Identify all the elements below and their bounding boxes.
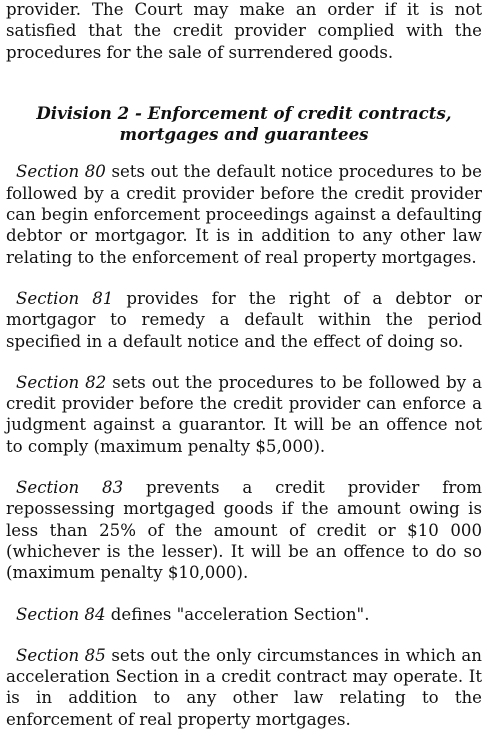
section-82-paragraph — [6, 372, 482, 457]
section-83-paragraph — [6, 477, 482, 583]
section-84-paragraph — [6, 604, 482, 625]
section-85-text: sets out the only circumstances in which an acceleration Section in a credit contract may operate. It is in addition to any other law relating to the enforcement of real property mortgages. — [6, 645, 482, 729]
section-81-text: provides for the right of a debtor or mortgagor to remedy a default within the period specified in a default notice and the effect of doing so. — [6, 288, 482, 351]
intro-paragraph: provider. The Court may make an order if it is not satisfied that the credit provider complied with the procedures for the sale of surrendered goods. — [6, 0, 482, 62]
section-84-text: defines "acceleration Section". — [105, 604, 370, 624]
division-heading-line2: mortgages and guarantees — [119, 124, 369, 145]
section-82-text: sets out the procedures to be followed by a credit provider before the credit provider can enforce a judgment against a guarantor. It will be an offence not to comply (maximum penalty $5,000). — [6, 372, 482, 456]
section-80-text: sets out the default notice procedures to be followed by a credit provider before the credit provider can begin enforcement proceedings against a defaulting debtor or mortgagor. It is in addition to any other law relating to the enforcement of real property mortgages. — [6, 162, 482, 267]
section-82-ref: Section 82 — [16, 372, 107, 392]
division-heading — [6, 103, 482, 146]
section-85-paragraph — [6, 645, 482, 730]
division-heading-line1: Division 2 - Enforcement of credit contracts, — [36, 102, 452, 123]
section-83-text: prevents a credit provider from repossessing mortgaged goods if the amount owing is less than 25% of the amount of credit or $10 000 (whichever is the lesser). It will be an offence to do so (maximum penalty $10,000). — [6, 478, 482, 583]
section-84-ref: Section 84 — [16, 604, 106, 624]
section-81-paragraph — [6, 288, 482, 352]
section-85-ref: Section 85 — [16, 645, 106, 665]
section-83-ref: Section 83 — [16, 478, 124, 498]
section-80-paragraph — [6, 161, 482, 267]
section-80-ref: Section 80 — [16, 162, 106, 182]
section-81-ref: Section 81 — [16, 288, 114, 308]
document-page — [6, 0, 482, 730]
